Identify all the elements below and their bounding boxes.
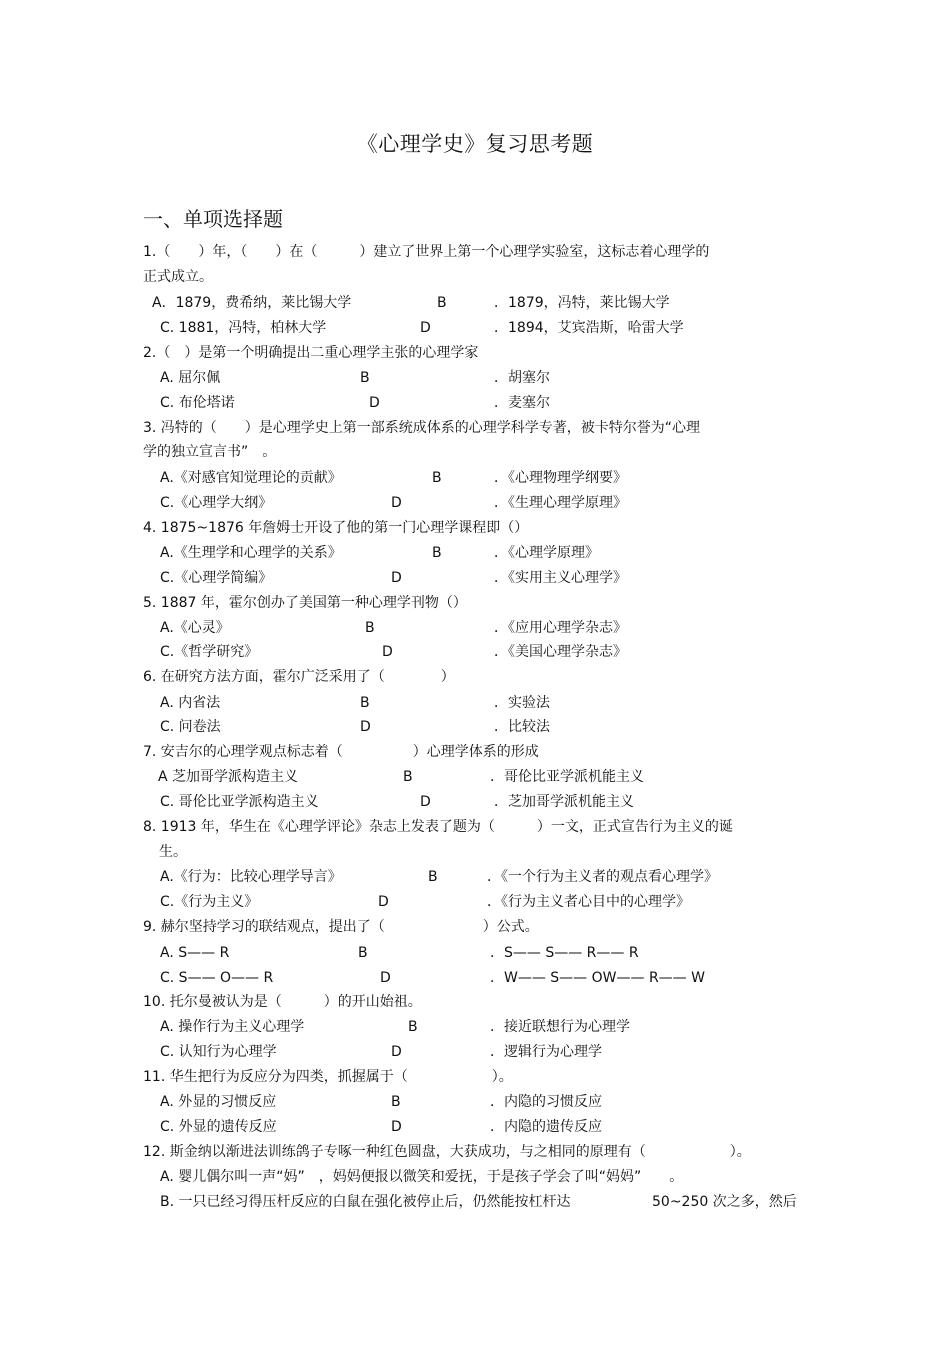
question-3-text: 3. 冯特的（ ）是心理学史上第一部系统成体系的心理学科学专著，被卡特尔誉为“心理 (143, 420, 701, 436)
question-3-option-d-marker: D (391, 495, 402, 511)
question-11-option-b: ．内隐的习惯反应 (490, 1094, 602, 1110)
question-6-option-d: ．比较法 (494, 719, 550, 735)
question-10-option-b: ．接近联想行为心理学 (490, 1019, 630, 1035)
question-6-option-d-marker: D (360, 719, 371, 735)
question-9-option-c: C. S—— O—— R (160, 970, 274, 986)
question-12-option-a: A. 婴儿偶尔叫一声“妈” ，妈妈便报以微笑和爱抚，于是孩子学会了叫“妈妈” 。 (160, 1169, 684, 1185)
question-1-text: 1.（ ）年，（ ）在（ ）建立了世界上第一个心理学实验室，这标志着心理学的 (143, 244, 710, 260)
question-1-option-d-marker: D (420, 320, 431, 336)
question-4-option-b: ．《心理学原理》 (494, 545, 599, 561)
question-8-option-c: C.《行为主义》 (160, 894, 259, 910)
question-3-option-a: A.《对感官知觉理论的贡献》 (160, 470, 342, 486)
question-3-option-c: C.《心理学大纲》 (160, 495, 273, 511)
question-1-option-d: ．1894，艾宾浩斯，哈雷大学 (494, 320, 684, 336)
question-6-text: 6. 在研究方法方面，霍尔广泛采用了（ ） (143, 669, 455, 685)
question-7-option-c: C. 哥伦比亚学派构造主义 (160, 794, 319, 810)
question-5-text: 5. 1887 年，霍尔创办了美国第一种心理学刊物（） (143, 595, 467, 611)
question-12-option-b: B. 一只已经习得压杆反应的白鼠在强化被停止后，仍然能按杠杆达 (160, 1194, 571, 1210)
question-5-option-b-marker: B (365, 620, 375, 636)
question-7-option-b: ．哥伦比亚学派机能主义 (490, 769, 644, 785)
question-6-option-b-marker: B (360, 695, 370, 711)
question-4-text: 4. 1875~1876 年詹姆士开设了他的第一门心理学课程即（） (143, 520, 529, 536)
question-6-option-b: ．实验法 (494, 695, 550, 711)
question-8-option-b: ．《一个行为主义者的观点看心理学》 (487, 869, 718, 885)
question-10-option-c: C. 认知行为心理学 (160, 1044, 277, 1060)
question-3-option-b: ．《心理物理学纲要》 (494, 470, 627, 486)
question-1-option-b: ．1879，冯特，莱比锡大学 (494, 295, 670, 311)
question-1-option-c: C. 1881，冯特，柏林大学 (160, 320, 327, 336)
question-8-option-d: ．《行为主义者心目中的心理学》 (487, 894, 690, 910)
question-4-option-d: ．《实用主义心理学》 (494, 570, 627, 586)
question-7-option-d-marker: D (420, 794, 431, 810)
question-10-text: 10. 托尔曼被认为是（ ）的开山始祖。 (143, 994, 422, 1010)
question-5-option-c: C.《哲学研究》 (160, 644, 259, 660)
question-9-text: 9. 赫尔坚持学习的联结观点，提出了（ ）公式。 (143, 919, 539, 935)
question-11-option-d-marker: D (391, 1119, 402, 1135)
question-1-text-cont: 正式成立。 (143, 269, 213, 285)
question-5-option-b: ．《应用心理学杂志》 (494, 620, 627, 636)
question-11-option-c: C. 外显的遗传反应 (160, 1119, 277, 1135)
section-heading: 一、单项选择题 (143, 207, 283, 231)
question-2-text: 2.（ ）是第一个明确提出二重心理学主张的心理学家 (143, 345, 479, 361)
document-title: 《心理学史》复习思考题 (356, 132, 594, 156)
question-11-option-b-marker: B (391, 1094, 401, 1110)
question-5-option-d-marker: D (382, 644, 393, 660)
question-11-option-a: A. 外显的习惯反应 (160, 1094, 277, 1110)
question-7-text: 7. 安吉尔的心理学观点标志着（ ）心理学体系的形成 (143, 744, 539, 760)
question-2-option-d: ．麦塞尔 (494, 395, 550, 411)
question-3-option-d: ．《生理心理学原理》 (494, 495, 627, 511)
question-10-option-d-marker: D (391, 1044, 402, 1060)
question-4-option-c: C.《心理学简编》 (160, 570, 273, 586)
question-1-option-a: A．1879，费希纳，莱比锡大学 (152, 295, 352, 311)
question-12-text: 12. 斯金纳以渐进法训练鸽子专啄一种红色圆盘，大获成功，与之相同的原理有（ ）。 (143, 1144, 751, 1160)
question-7-option-a: A 芝加哥学派构造主义 (158, 769, 299, 785)
question-4-option-a: A.《生理学和心理学的关系》 (160, 545, 342, 561)
question-1-option-b-marker: B (437, 295, 447, 311)
question-8-text: 8. 1913 年，华生在《心理学评论》杂志上发表了题为（ ）一文，正式宣告行为主义的诞 (143, 819, 733, 835)
question-3-option-b-marker: B (432, 470, 442, 486)
question-11-option-d: ．内隐的遗传反应 (490, 1119, 602, 1135)
question-4-option-b-marker: B (432, 545, 442, 561)
question-7-option-b-marker: B (403, 769, 413, 785)
question-12-option-b-cont: 50~250 次之多，然后 (652, 1194, 797, 1210)
question-10-option-b-marker: B (408, 1019, 418, 1035)
question-8-option-b-marker: B (428, 869, 438, 885)
question-9-option-a: A. S—— R (160, 945, 230, 961)
question-11-text: 11. 华生把行为反应分为四类，抓握属于（ ）。 (143, 1069, 513, 1085)
question-3-text-cont: 学的独立宣言书” 。 (143, 444, 277, 460)
question-6-option-a: A. 内省法 (160, 695, 221, 711)
question-10-option-d: ．逻辑行为心理学 (490, 1044, 602, 1060)
question-8-text-cont: 生。 (159, 844, 187, 860)
question-9-option-d: ．W—— S—— OW—— R—— W (490, 970, 705, 986)
question-10-option-a: A. 操作行为主义心理学 (160, 1019, 305, 1035)
question-6-option-c: C. 问卷法 (160, 719, 221, 735)
question-2-option-c: C. 布伦塔诺 (160, 395, 235, 411)
question-5-option-d: ．《美国心理学杂志》 (494, 644, 627, 660)
question-9-option-b-marker: B (358, 945, 368, 961)
question-7-option-d: ．芝加哥学派机能主义 (494, 794, 634, 810)
question-4-option-d-marker: D (391, 570, 402, 586)
question-9-option-d-marker: D (380, 970, 391, 986)
question-2-option-b-marker: B (360, 370, 370, 386)
question-8-option-a: A.《行为：比较心理学导言》 (160, 869, 342, 885)
question-2-option-b: ．胡塞尔 (494, 370, 550, 386)
question-2-option-a: A. 屈尔佩 (160, 370, 221, 386)
question-2-option-d-marker: D (369, 395, 380, 411)
question-8-option-d-marker: D (378, 894, 389, 910)
question-9-option-b: ．S—— S—— R—— R (490, 945, 639, 961)
question-5-option-a: A.《心灵》 (160, 620, 230, 636)
